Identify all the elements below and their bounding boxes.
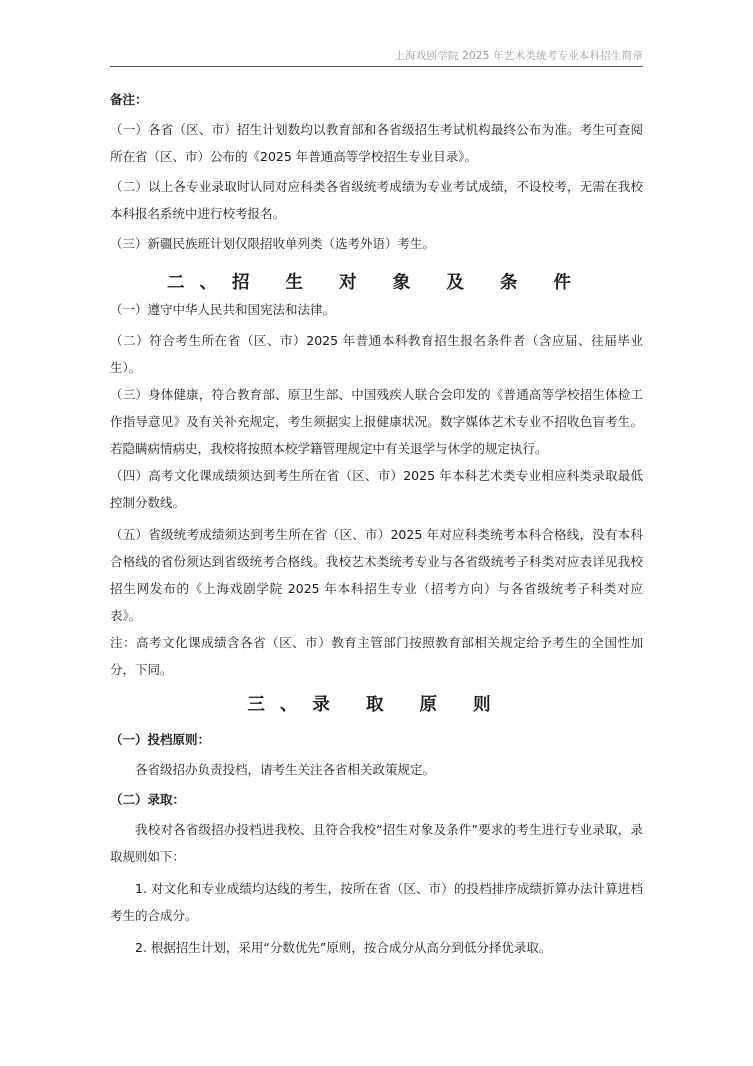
note-item: （一）各省（区、市）招生计划数均以教育部和各省级招生考试机构最终公布为准。考生可查阅所在省（区、市）公布的《2025 年普通高等学校招生专业目录》。 xyxy=(110,122,643,164)
section-title: 三、录 取 原 则 xyxy=(247,695,506,715)
condition-item: （五）省级统考成绩须达到考生所在省（区、市）2025 年对应科类统考本科合格线，没有本科合格线的省份须达到省级统考合格线。我校艺术类统考专业与各省级统考子科类对应表详见我校招生网发布的《上海戏剧学院 2025 年本科招生专业（招考方向）与各省级统考子科类对应表》。 xyxy=(110,527,643,623)
note-item: （二）以上各专业录取时认同对应科类各省级统考成绩为专业考试成绩，不设校考，无需在我校本科报名系统中进行校考报名。 xyxy=(110,179,643,221)
condition-item: （二）符合考生所在省（区、市）2025 年普通本科教育招生报名条件者（含应届、往届毕业生）。 xyxy=(110,333,643,375)
paragraph: 各省级招办负责投档，请考生关注各省相关政策规定。 xyxy=(135,762,436,777)
rule-item: 2. 根据招生计划，采用“分数优先”原则，按合成分从高分到低分择优录取。 xyxy=(135,940,552,955)
document-body xyxy=(110,86,643,961)
paragraph: 我校对各省级招办投档进我校、且符合我校“招生对象及条件”要求的考生进行专业录取，录取规则如下： xyxy=(110,822,643,864)
running-header: 上海戏剧学院 2025 年艺术类统考专业本科招生简章 xyxy=(110,48,643,67)
note-item: （三）新疆民族班计划仅限招收单列类（选考外语）考生。 xyxy=(110,236,436,251)
section-title: 二、招 生 对 象 及 条 件 xyxy=(166,273,587,293)
notes-heading: 备注： xyxy=(110,92,148,107)
condition-item: （三）身体健康，符合教育部、原卫生部、中国残疾人联合会印发的《普通高等学校招生体检工作指导意见》及有关补充规定，考生须据实上报健康状况。数字媒体艺术专业不招收色盲考生。若隐瞒病情病史，我校将按照本校学籍管理规定中有关退学与休学的规定执行。 xyxy=(110,387,643,456)
rule-item: 1. 对文化和专业成绩均达线的考生，按所在省（区、市）的投档排序成绩折算办法计算进档考生的合成分。 xyxy=(110,881,643,923)
condition-item: （四）高考文化课成绩须达到考生所在省（区、市）2025 年本科艺术类专业相应科类录取最低控制分数线。 xyxy=(110,468,643,510)
subsection-heading: （二）录取： xyxy=(110,792,186,807)
condition-item: （一）遵守中华人民共和国宪法和法律。 xyxy=(110,302,336,317)
section-note: 注：高考文化课成绩含各省（区、市）教育主管部门按照教育部相关规定给予考生的全国性加分，下同。 xyxy=(110,635,643,677)
subsection-heading: （一）投档原则： xyxy=(110,732,211,747)
